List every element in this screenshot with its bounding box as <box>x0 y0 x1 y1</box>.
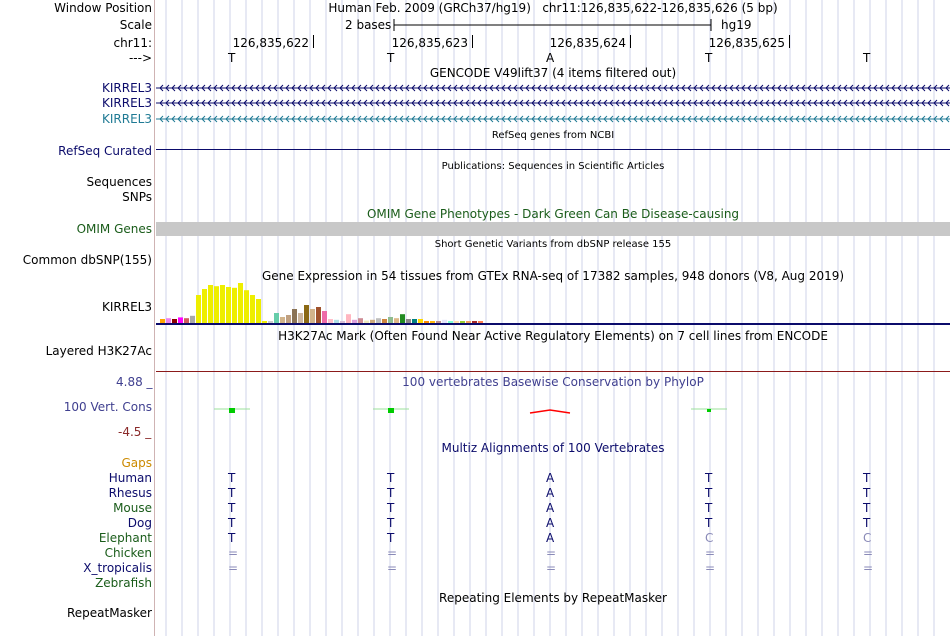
h3k27ac-track-title: H3K27Ac Mark (Often Found Near Active Regulatory Elements) on 7 cell lines from ENCODE <box>278 329 828 343</box>
chrom-label: chr11: <box>113 36 152 50</box>
multiz-base: = <box>387 546 398 560</box>
omim-track-label[interactable]: OMIM Genes <box>76 222 152 236</box>
multiz-gaps-label: Gaps <box>121 456 152 470</box>
window-position-label: Window Position <box>54 1 152 15</box>
gtex-tissue-bar <box>370 320 375 323</box>
window-position-text: Human Feb. 2009 (GRCh37/hg19) chr11:126,835,622-126,835,626 (5 bp) <box>328 1 778 15</box>
conservation-positive-bar <box>388 408 394 413</box>
publications-track-title: Publications: Sequences in Scientific Articles <box>441 161 665 172</box>
position-tick-label: 126,835,623 <box>391 36 468 50</box>
multiz-base: T <box>705 501 713 515</box>
omim-track-title: OMIM Gene Phenotypes - Dark Green Can Be Disease-causing <box>366 207 740 221</box>
multiz-base: = <box>705 546 716 560</box>
gtex-tissue-bar <box>436 321 441 323</box>
gtex-tissue-bar <box>298 313 303 323</box>
multiz-species-label[interactable]: Rhesus <box>108 486 152 500</box>
gtex-tissue-bar <box>274 313 279 323</box>
gtex-tissue-bar <box>442 320 447 323</box>
gtex-tissue-bar <box>286 315 291 323</box>
label-column-divider <box>154 0 155 636</box>
gtex-tissue-bar <box>208 285 213 323</box>
multiz-base: T <box>705 471 713 485</box>
gtex-tissue-bar <box>280 317 285 323</box>
multiz-species-label[interactable]: Dog <box>127 516 152 530</box>
refseq-track-title: RefSeq genes from NCBI <box>491 130 615 141</box>
gtex-tissue-bar <box>160 319 165 323</box>
gtex-tissue-bar <box>448 321 453 323</box>
multiz-base: T <box>863 516 871 530</box>
conservation-track-label[interactable]: 100 Vert. Cons <box>63 400 152 414</box>
gtex-tissue-bar <box>190 316 195 323</box>
multiz-species-label[interactable]: X_tropicalis <box>83 561 152 575</box>
gtex-tissue-bar <box>304 305 309 323</box>
gencode-gene-label-1[interactable]: KIRREL3 <box>102 81 152 95</box>
multiz-species-label[interactable]: Mouse <box>113 501 152 515</box>
reference-base: T <box>705 51 713 65</box>
multiz-base: A <box>546 501 555 515</box>
gtex-tissue-bar <box>238 283 243 323</box>
gtex-tissue-bar <box>394 318 399 323</box>
gencode-gene-label-3[interactable]: KIRREL3 <box>102 112 152 126</box>
multiz-base: T <box>863 471 871 485</box>
conservation-plot[interactable] <box>156 400 950 420</box>
gtex-tissue-bar <box>472 321 477 323</box>
multiz-base: = <box>705 561 716 575</box>
gtex-tissue-bar <box>226 287 231 323</box>
conservation-positive-bar <box>707 409 711 412</box>
conservation-min-label: -4.5 _ <box>118 425 152 439</box>
multiz-base: C <box>705 531 714 545</box>
gtex-tissue-bar <box>268 321 273 323</box>
multiz-species-label[interactable]: Chicken <box>104 546 152 560</box>
gtex-tissue-bar <box>310 309 315 323</box>
repeatmasker-track-title: Repeating Elements by RepeatMasker <box>439 591 667 605</box>
repeatmasker-track-label[interactable]: RepeatMasker <box>66 606 152 620</box>
gtex-tissue-bar <box>328 319 333 323</box>
gtex-track-label[interactable]: KIRREL3 <box>102 300 152 314</box>
multiz-base: = <box>228 561 239 575</box>
refseq-track-label[interactable]: RefSeq Curated <box>58 144 152 158</box>
position-tick <box>313 35 314 48</box>
gtex-tissue-bar <box>232 288 237 323</box>
gtex-tissue-bar <box>346 314 351 323</box>
gtex-tissue-bar <box>418 319 423 323</box>
gtex-tissue-bar <box>424 321 429 323</box>
gtex-tissue-bar <box>364 321 369 323</box>
gtex-tissue-bar <box>412 319 417 323</box>
gtex-tissue-bar <box>388 317 393 323</box>
position-tick <box>789 35 790 48</box>
multiz-base: T <box>228 516 236 530</box>
gtex-tissue-bar <box>172 319 177 323</box>
multiz-base: A <box>546 471 555 485</box>
publications-sequences-label[interactable]: Sequences <box>86 175 152 189</box>
strand-label: ---> <box>128 51 152 65</box>
gencode-track-title: GENCODE V49lift37 (4 items filtered out) <box>429 66 677 80</box>
gtex-tissue-bar <box>430 321 435 323</box>
reference-base: T <box>863 51 871 65</box>
dbsnp-track-title: Short Genetic Variants from dbSNP release 155 <box>434 239 672 250</box>
multiz-base: T <box>863 501 871 515</box>
gtex-tissue-bar <box>292 309 297 323</box>
multiz-base: C <box>863 531 872 545</box>
scale-text: 2 bases <box>345 18 392 32</box>
multiz-base: T <box>228 486 236 500</box>
h3k27ac-baseline <box>156 371 950 372</box>
gtex-tissue-bar <box>340 321 345 323</box>
gencode-gene-models[interactable] <box>156 80 950 128</box>
gencode-gene-label-2[interactable]: KIRREL3 <box>102 96 152 110</box>
multiz-base: = <box>546 561 557 575</box>
gtex-tissue-bar <box>166 318 171 323</box>
gtex-tissue-bar <box>358 318 363 323</box>
multiz-track-title: Multiz Alignments of 100 Vertebrates <box>441 441 665 455</box>
reference-base: T <box>228 51 236 65</box>
gtex-tissue-bar <box>250 295 255 323</box>
scale-label: Scale <box>119 18 152 32</box>
gtex-tissue-bar <box>352 320 357 323</box>
multiz-base: T <box>863 486 871 500</box>
gtex-tissue-bar <box>334 320 339 323</box>
position-tick-label: 126,835,624 <box>549 36 626 50</box>
gtex-tissue-bar <box>262 321 267 323</box>
multiz-base: T <box>387 471 395 485</box>
reference-base: A <box>546 51 555 65</box>
gtex-tissue-bar <box>196 295 201 323</box>
position-tick <box>630 35 631 48</box>
multiz-base: T <box>228 471 236 485</box>
reference-base: T <box>387 51 395 65</box>
gtex-tissue-bar <box>466 321 471 323</box>
multiz-base: T <box>705 516 713 530</box>
multiz-base: A <box>546 486 555 500</box>
multiz-base: T <box>228 531 236 545</box>
gtex-tissue-bar <box>406 319 411 323</box>
assembly-label: hg19 <box>721 18 752 32</box>
conservation-positive-bar <box>229 408 235 413</box>
multiz-base: T <box>387 516 395 530</box>
position-tick <box>472 35 473 48</box>
dbsnp-track-label[interactable]: Common dbSNP(155) <box>22 253 152 267</box>
multiz-base: = <box>546 546 557 560</box>
gtex-tissue-bar <box>478 321 483 323</box>
multiz-base: = <box>387 561 398 575</box>
gtex-tissue-bar <box>184 318 189 323</box>
conservation-track-title: 100 vertebrates Basewise Conservation by PhyloP <box>402 375 704 389</box>
multiz-species-label[interactable]: Elephant <box>98 531 152 545</box>
multiz-base: = <box>863 561 874 575</box>
gtex-tissue-bar <box>214 286 219 323</box>
gtex-tissue-bar <box>202 289 207 323</box>
gtex-tissue-bar <box>322 311 327 323</box>
multiz-base: = <box>863 546 874 560</box>
conservation-max-label: 4.88 _ <box>116 375 153 389</box>
publications-snps-label[interactable]: SNPs <box>122 190 152 204</box>
gtex-tissue-bar <box>316 307 321 323</box>
gtex-tissue-bar <box>244 290 249 323</box>
gtex-expression-bars[interactable] <box>156 283 950 327</box>
position-tick-label: 126,835,622 <box>232 36 309 50</box>
gtex-tissue-bar <box>178 317 183 323</box>
multiz-base: T <box>228 501 236 515</box>
gtex-tissue-bar <box>454 321 459 323</box>
multiz-species-label[interactable]: Human <box>108 471 152 485</box>
gtex-tissue-bar <box>220 285 225 323</box>
h3k27ac-track-label[interactable]: Layered H3K27Ac <box>45 344 152 358</box>
scale-bar <box>393 17 715 33</box>
multiz-base: A <box>546 531 555 545</box>
multiz-base: T <box>387 531 395 545</box>
multiz-base: = <box>228 546 239 560</box>
gtex-tissue-bar <box>382 319 387 323</box>
multiz-base: T <box>387 486 395 500</box>
position-tick-label: 126,835,625 <box>708 36 785 50</box>
omim-phenotype-bar[interactable] <box>156 222 950 236</box>
conservation-negative-bar <box>530 410 570 413</box>
gtex-tissue-bar <box>460 321 465 323</box>
gtex-tissue-bar <box>256 299 261 323</box>
refseq-gene-line[interactable] <box>156 149 950 150</box>
gtex-track-title: Gene Expression in 54 tissues from GTEx RNA-seq of 17382 samples, 948 donors (V8, Aug 2019) <box>261 269 845 283</box>
gtex-tissue-bar <box>400 314 405 323</box>
multiz-base: T <box>705 486 713 500</box>
multiz-base: T <box>387 501 395 515</box>
multiz-base: A <box>546 516 555 530</box>
gtex-tissue-bar <box>376 318 381 323</box>
multiz-species-label[interactable]: Zebrafish <box>95 576 152 590</box>
